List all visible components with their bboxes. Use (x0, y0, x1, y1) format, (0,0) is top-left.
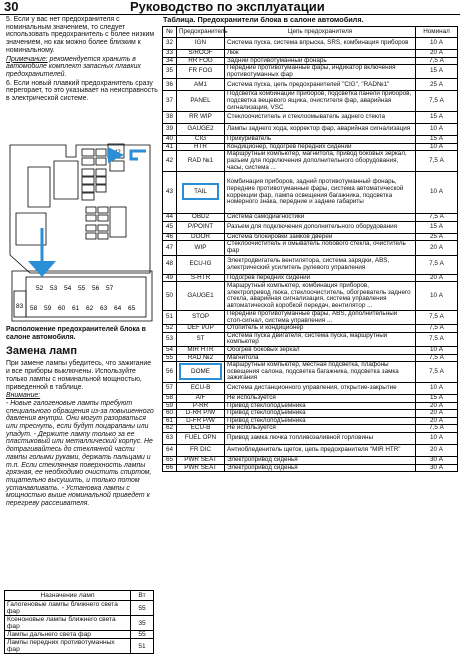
fuse-name: ECU-IG (177, 255, 225, 274)
fuse-circuit: Обогрев боковых зеркал (225, 347, 416, 355)
fuse-name: GAUGE2 (177, 124, 225, 136)
fuse-name: FR FOG (177, 65, 225, 79)
note-label: Примечание: (6, 55, 48, 63)
lamp-purpose: Лампы передних противотуманных фар (5, 639, 131, 654)
fuse-circuit: Привод стеклоподъемника (225, 417, 416, 425)
fuse-number: 45 (163, 221, 177, 233)
fuse-circuit: Отопитель и кондиционер (225, 325, 416, 333)
fuse-number: 64 (163, 445, 177, 457)
fuse-circuit: Кондиционер, подогрев передних сидений (225, 143, 416, 151)
fuse-name: S-HTR (177, 274, 225, 282)
fuse-table (162, 26, 458, 472)
fuse-57: 57 (106, 285, 114, 292)
fuse-83: 83 (16, 303, 24, 310)
fuse-name: P-RR (177, 402, 225, 410)
fuse-number: 58 (163, 395, 177, 403)
fuse-number: 39 (163, 124, 177, 136)
fuse-circuit: Не используется (225, 395, 416, 403)
fuse-number: 43 (163, 172, 177, 214)
fuse-circuit: Маршрутный компьютер, местная подсветка, плафоны освещения салона, подсветка багажника, подсветка замка зажигания (225, 362, 416, 383)
paragraph-5: 5. Если у вас нет предохранителя с номинальным значением, то следует использовать предохранитель с более низким значением, но как можно более близким к номинальному. (6, 16, 155, 54)
fuse-rating: 20 А (416, 402, 458, 410)
fuse-60: 60 (58, 305, 66, 312)
fuse-circuit: Привод замка лючка топливозаливной горловины (225, 433, 416, 445)
fuse-59: 59 (44, 305, 52, 312)
fuse-circuit: Комбинация приборов, задний противотуманный фонарь, передние противотуманные фары, система автоматической коррекции фар, лампа освещения багажника, подсветка номерного знака, передние и задние габариты (225, 172, 416, 214)
fuse-number: 66 (163, 464, 177, 472)
fuse-row (163, 241, 458, 255)
fuse-row (163, 214, 458, 222)
fuse-circuit: Подсветка комбинации приборов, подсветка панели приборов, подсветка вещевого ящика, очистителя фар, аварийная сигнализация, VSC (225, 91, 416, 112)
fuse-rating: 15 А (416, 395, 458, 403)
fuse-number: 36 (163, 79, 177, 91)
note-paragraph (6, 56, 160, 79)
left-column (6, 16, 160, 104)
fuse-row (163, 65, 458, 79)
lamp-purpose: Ксеноновые лампы ближнего света фар (5, 616, 131, 631)
fuse-name: RR WIP (177, 112, 225, 124)
fuse-name: ECU-B (177, 383, 225, 395)
fuse-55: 55 (78, 285, 86, 292)
fuse-rating: 15 А (416, 65, 458, 79)
fuse-circuit: Лампы заднего хода, корректор фар, аварийная сигнализация (225, 124, 416, 136)
fuse-circuit: Люк (225, 50, 416, 58)
fuse-number: 52 (163, 325, 177, 333)
fuse-row (163, 464, 458, 472)
lamps-paragraph: При замене лампы убедитесь, что зажигание и все приборы выключены. Используйте только лампы с номинальной мощностью, приведенной в таблице. (6, 360, 152, 391)
fuse-61: 61 (72, 305, 80, 312)
fuse-rating: 10 А (416, 433, 458, 445)
fuse-name: A/F (177, 395, 225, 403)
fuse-circuit: Подогрев передних сидений (225, 274, 416, 282)
lamp-watts: 55 (131, 601, 154, 616)
lamp-watts: 35 (131, 616, 154, 631)
fuse-rating: 20 А (416, 445, 458, 457)
fuse-rating: 20 А (416, 410, 458, 418)
fuse-56: 56 (92, 285, 100, 292)
fuse-rating: 10 А (416, 38, 458, 50)
fuse-col-number: № (163, 27, 177, 38)
fuse-number: 35 (163, 65, 177, 79)
fuse-name: HTR (177, 143, 225, 151)
fuse-number: 50 (163, 282, 177, 311)
fuse-64: 64 (114, 305, 122, 312)
fuse-row (163, 282, 458, 311)
warning-label: Внимание: (6, 392, 41, 400)
fuse-row (163, 332, 458, 346)
page-title: Руководство по эксплуатации (130, 0, 325, 14)
fuse-name: RAD №2 (177, 354, 225, 362)
fuse-circuit: Маршрутный компьютер, магнитола, привод боковых зеркал, разъем для подключения дополнительного оборудования, часы, система ... (225, 151, 416, 172)
fuse-row (163, 311, 458, 325)
fuse-row (163, 151, 458, 172)
note-text: рекомендуется хранить в автомобиле комплект запасных плавких предохранителей. (6, 55, 141, 78)
fuse-circuit: Маршрутный компьютер, комбинация приборов, электропривод люка, стеклоочиститель, обогреватель заднего стекла, аварийная сигнализация, система управления автоматической коробкой передач, вентилятор ... (225, 282, 416, 311)
fuse-table-title: Таблица. Предохранители блока в салоне автомобиля. (163, 15, 364, 24)
fuse-number: 53 (163, 332, 177, 346)
fuse-circuit: Система дистанционного управления, открытие-закрытие (225, 383, 416, 395)
fuse-62: 62 (86, 305, 94, 312)
fuse-row (163, 274, 458, 282)
fuse-number: 49 (163, 274, 177, 282)
fuse-number: 41 (163, 143, 177, 151)
fuse-number: 55 (163, 354, 177, 362)
fuse-rating: 7,5 А (416, 91, 458, 112)
fuse-col-rating: Номинал (416, 27, 458, 38)
lamp-watts: 55 (131, 631, 154, 639)
fuse-circuit: Передние противотуманные фары, индикатор включения противотуманных фар (225, 65, 416, 79)
fuse-rating: 10 А (416, 383, 458, 395)
fuse-name: FUEL OPN (177, 433, 225, 445)
fuse-rating: 7,5 А (416, 425, 458, 433)
highlight-box: TAIL (182, 183, 219, 200)
fuse-number: 59 (163, 402, 177, 410)
fuse-block-diagram (6, 143, 154, 323)
page-number: 30 (4, 0, 19, 14)
fuse-row (163, 445, 458, 457)
fuse-number: 38 (163, 112, 177, 124)
fuse-53: 53 (50, 285, 58, 292)
fuse-name (177, 362, 225, 383)
fuse-rating: 7,5 А (416, 57, 458, 65)
fuse-name: P/POINT (177, 221, 225, 233)
fuse-number: 37 (163, 91, 177, 112)
fuse-circuit: Привод стеклоподъемника (225, 402, 416, 410)
lamp-table (4, 590, 154, 654)
fuse-name: WIP (177, 241, 225, 255)
fuse-col-circuit: Цепь предохранителя (225, 27, 416, 38)
fuse-name: RR FOG (177, 57, 225, 65)
fuse-number: 40 (163, 136, 177, 144)
fuse-name: D-RR P/W (177, 410, 225, 418)
fuse-circuit: Магнитола (225, 354, 416, 362)
warning-text: - Новые галогеновые лампы требуют специального обращения из-за повышенного давления внутри. Они могут разорваться или треснуть, если будут поцарапаны или упадут. - Держите лампу только за ее пластиковый или металлический корпус. Не дотрагивайтесь до стеклянной части лампы голыми руками, держать пальцами и т.п. Если стеклянная поверхность лампы грязная, ее необходимо очистить спиртом, тщательно высушить, и только потом устанавливать. - Установка лампы с мощностью выше номинальной приведет к перегреву рассеивателя. (6, 399, 154, 508)
fuse-circuit: Система пуска, система впрыска, SRS, комбинация приборов (225, 38, 416, 50)
lamp-table-col-purpose: Назначение ламп (5, 591, 131, 601)
fuse-row (163, 433, 458, 445)
fuse-row (163, 221, 458, 233)
fuse-circuit: Задний противотуманный фонарь (225, 57, 416, 65)
fuse-row (163, 38, 458, 50)
fuse-circuit: Система пуска двигателя, система пуска, маршрутный компьютер (225, 332, 416, 346)
fuse-name: DEF I/UP (177, 325, 225, 333)
fuse-name: PANEL (177, 91, 225, 112)
fuse-rating: 10 А (416, 347, 458, 355)
fuse-rating: 7,5 А (416, 362, 458, 383)
fuse-row (163, 172, 458, 214)
fuse-circuit: Стеклоочиститель и стеклоомыватель заднего стекла (225, 112, 416, 124)
fuse-number: 34 (163, 57, 177, 65)
fuse-row (163, 50, 458, 58)
fuse-name: MIR HTR (177, 347, 225, 355)
fuse-58: 58 (30, 305, 38, 312)
arrow-down-head (28, 261, 56, 277)
fuse-row (163, 112, 458, 124)
fuse-rating: 7,5 А (416, 332, 458, 346)
fuse-rating: 7,5 А (416, 151, 458, 172)
fuse-54: 54 (64, 285, 72, 292)
fuse-rating: 7,5 А (416, 214, 458, 222)
fuse-number: 51 (163, 311, 177, 325)
fuse-rating: 10 А (416, 172, 458, 214)
fuse-rating: 7,5 А (416, 311, 458, 325)
fuse-circuit: Передние противотуманные фары, ABS, дополнительный стоп-сигнал, система управления ... (225, 311, 416, 325)
fuse-number: 65 (163, 457, 177, 465)
fuse-row (163, 425, 458, 433)
fuse-number: 47 (163, 241, 177, 255)
diagram-caption: Расположение предохранителей блока в салоне автомобиля. (6, 326, 146, 341)
fuse-name: ECU-B (177, 425, 225, 433)
fuse-circuit: Система блокировки замков дверей (225, 233, 416, 241)
lamp-watts: 51 (131, 639, 154, 654)
highlight-box: DOME (179, 363, 222, 380)
fuse-rating: 7,5 А (416, 325, 458, 333)
fuse-circuit: Электропривод сиденья (225, 464, 416, 472)
fuse-rating: 15 А (416, 136, 458, 144)
fuse-63: 63 (100, 305, 108, 312)
fuse-number: 60 (163, 410, 177, 418)
fuse-circuit: Прикуриватель (225, 136, 416, 144)
fuse-rating: 30 А (416, 457, 458, 465)
fuse-row (163, 383, 458, 395)
fuse-name (177, 172, 225, 214)
fuse-circuit: Стеклоочиститель и омыватель лобового стекла, очиститель фар (225, 241, 416, 255)
fuse-name: STOP (177, 311, 225, 325)
arrow-right (131, 151, 146, 159)
fuse-col-name: Предохранитель (177, 27, 225, 38)
fuse-circuit: Электродвигатель вентилятора, система зарядки, ABS, электрический усилитель рулевого управления (225, 255, 416, 274)
lamps-section (6, 326, 156, 508)
fuse-65: 65 (128, 305, 136, 312)
fuse-name: FR DIC (177, 445, 225, 457)
fuse-number: 48 (163, 255, 177, 274)
fuse-row (163, 362, 458, 383)
fuse-number: 42 (163, 151, 177, 172)
fuse-name: PWR SEAT (177, 457, 225, 465)
fuse-rating: 25 А (416, 79, 458, 91)
fuse-number: 32 (163, 38, 177, 50)
fuse-rating: 10 А (416, 124, 458, 136)
fuse-rating: 10 А (416, 282, 458, 311)
lamp-table-col-watts: Вт (131, 591, 154, 601)
fuse-rating: 20 А (416, 241, 458, 255)
fuse-circuit: Разъем для подключения дополнительного оборудования (225, 221, 416, 233)
fuse-name: D-FR P/W (177, 417, 225, 425)
fuse-number: 61 (163, 417, 177, 425)
lamps-heading: Замена ламп (6, 345, 77, 358)
fuse-circuit: Привод стеклоподъемника (225, 410, 416, 418)
fuse-name: IGN (177, 38, 225, 50)
fuse-name: RAD №1 (177, 151, 225, 172)
fuse-name: GAUGE1 (177, 282, 225, 311)
fuse-number: 33 (163, 50, 177, 58)
fuse-rating: 20 А (416, 274, 458, 282)
fuse-name: PWR SEAT (177, 464, 225, 472)
fuse-name: DOOR (177, 233, 225, 241)
fuse-rating: 15 А (416, 112, 458, 124)
fuse-circuit: Электропривод сиденья (225, 457, 416, 465)
fuse-rating: 30 А (416, 464, 458, 472)
fuse-name: OBD2 (177, 214, 225, 222)
fuse-circuit: Не используется (225, 425, 416, 433)
fuse-row (163, 91, 458, 112)
fuse-number: 62 (163, 425, 177, 433)
fuse-row (163, 255, 458, 274)
fuse-rating: 7,5 А (416, 354, 458, 362)
fuse-number: 57 (163, 383, 177, 395)
fuse-number: 46 (163, 233, 177, 241)
fuse-number: 56 (163, 362, 177, 383)
fuse-52: 52 (36, 285, 44, 292)
fuse-rating: 15 А (416, 221, 458, 233)
fuse-number: 44 (163, 214, 177, 222)
fuse-rating: 10 А (416, 143, 458, 151)
fuse-circuit: Антиобледенитель щеток, цепь предохранителя "MIR HTR" (225, 445, 416, 457)
fuse-rating: 25 А (416, 233, 458, 241)
fuse-row (163, 457, 458, 465)
fuse-rating: 20 А (416, 50, 458, 58)
fuse-rating: 7,5 А (416, 255, 458, 274)
fuse-number: 54 (163, 347, 177, 355)
fuse-circuit: Система самодиагностики (225, 214, 416, 222)
fuse-name: AM1 (177, 79, 225, 91)
fuse-row (163, 395, 458, 403)
lamp-purpose: Галогеновые лампы ближнего света фар (5, 601, 131, 616)
fuse-name: S/ROOF (177, 50, 225, 58)
fuse-number: 63 (163, 433, 177, 445)
fuse-circuit: Система пуска, цепь предохранителей "CIG", "RAD№1" (225, 79, 416, 91)
fuse-name: CIG (177, 136, 225, 144)
fuse-rating: 20 А (416, 417, 458, 425)
paragraph-6: 6. Если новый плавкий предохранитель сразу перегорает, то это указывает на неисправность в электрической системе. (6, 79, 158, 103)
fuse-row (163, 124, 458, 136)
fuse-name: ST (177, 332, 225, 346)
lamp-purpose: Лампы дальнего света фар (5, 631, 131, 639)
